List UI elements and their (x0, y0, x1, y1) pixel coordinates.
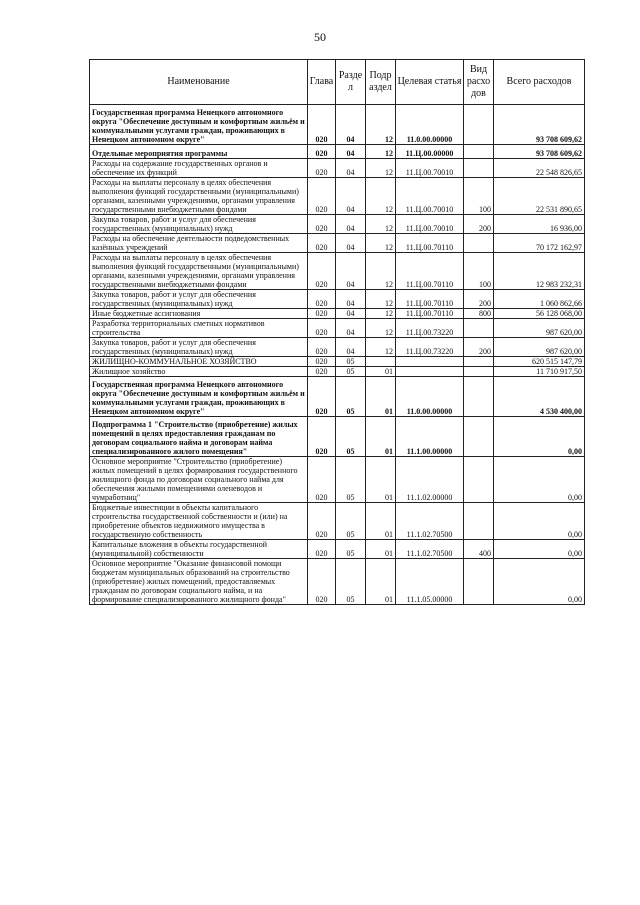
row-section: 04 (336, 105, 366, 145)
row-chapter: 020 (308, 503, 336, 540)
table-row (90, 319, 585, 338)
row-subsection (366, 357, 396, 367)
row-chapter: 020 (308, 457, 336, 503)
row-chapter: 020 (308, 338, 336, 357)
row-chapter: 020 (308, 377, 336, 417)
table-body (90, 105, 585, 605)
row-target (396, 357, 464, 367)
row-target (396, 367, 464, 377)
row-subsection: 12 (366, 338, 396, 357)
row-chapter: 020 (308, 253, 336, 290)
row-type (464, 377, 494, 417)
row-chapter: 020 (308, 234, 336, 253)
row-name: Расходы на содержание государственных органов и обеспечение их функций (90, 159, 308, 178)
row-type (464, 159, 494, 178)
table-row (90, 457, 585, 503)
row-name: Иные бюджетные ассигнования (90, 309, 308, 319)
row-total: 22 531 890,65 (494, 178, 585, 215)
row-total: 0,00 (494, 540, 585, 559)
row-total: 0,00 (494, 417, 585, 457)
row-chapter: 020 (308, 367, 336, 377)
row-total: 4 530 400,00 (494, 377, 585, 417)
table-row (90, 309, 585, 319)
row-total: 16 936,00 (494, 215, 585, 234)
row-subsection: 01 (366, 377, 396, 417)
row-target: 11.1.02.70500 (396, 503, 464, 540)
table-row (90, 417, 585, 457)
table-row (90, 377, 585, 417)
row-section: 05 (336, 417, 366, 457)
row-total: 70 172 162,97 (494, 234, 585, 253)
table-row (90, 159, 585, 178)
row-total: 22 548 826,65 (494, 159, 585, 178)
row-target: 11.1.00.00000 (396, 417, 464, 457)
row-type: 100 (464, 253, 494, 290)
header-total: Всего расходов (494, 60, 585, 105)
row-chapter: 020 (308, 290, 336, 309)
row-target: 11.Ц.00.70110 (396, 290, 464, 309)
row-chapter: 020 (308, 540, 336, 559)
row-section: 04 (336, 253, 366, 290)
row-subsection: 12 (366, 309, 396, 319)
table-row (90, 253, 585, 290)
table-header-row (90, 60, 585, 105)
row-subsection: 12 (366, 178, 396, 215)
header-chapter: Глава (308, 60, 336, 105)
row-target: 11.Ц.00.70110 (396, 253, 464, 290)
row-section: 04 (336, 319, 366, 338)
table-row (90, 503, 585, 540)
table-row (90, 178, 585, 215)
row-section: 04 (336, 159, 366, 178)
row-subsection: 12 (366, 290, 396, 309)
row-section: 05 (336, 540, 366, 559)
row-section: 04 (336, 178, 366, 215)
row-section: 05 (336, 377, 366, 417)
row-total: 12 983 232,31 (494, 253, 585, 290)
row-total: 11 710 917,50 (494, 367, 585, 377)
row-section: 05 (336, 457, 366, 503)
row-chapter: 020 (308, 159, 336, 178)
row-name: Закупка товаров, работ и услуг для обеспечения государственных (муниципальных) нужд (90, 338, 308, 357)
row-name: Государственная программа Ненецкого автономного округа "Обеспечение доступным и комфортным жильём и коммунальными услугами граждан, проживающих в Ненецком автономном округе" (90, 377, 308, 417)
table-row (90, 290, 585, 309)
row-section: 05 (336, 559, 366, 605)
row-section: 04 (336, 309, 366, 319)
row-name: Жилищное хозяйство (90, 367, 308, 377)
row-name: Расходы на выплаты персоналу в целях обеспечения выполнения функций государственными (муниципальными) органами, казенными учреждениями, органами управления государственными внебюджетными фондами (90, 178, 308, 215)
row-chapter: 020 (308, 178, 336, 215)
row-type: 100 (464, 178, 494, 215)
row-chapter: 020 (308, 319, 336, 338)
row-section: 04 (336, 145, 366, 159)
row-type (464, 357, 494, 367)
row-subsection: 12 (366, 145, 396, 159)
table-row (90, 105, 585, 145)
row-target: 11.Ц.00.70110 (396, 234, 464, 253)
row-subsection: 01 (366, 540, 396, 559)
row-section: 05 (336, 357, 366, 367)
row-target: 11.1.05.00000 (396, 559, 464, 605)
header-subsection: Подр аздел (366, 60, 396, 105)
row-chapter: 020 (308, 145, 336, 159)
row-subsection: 01 (366, 417, 396, 457)
row-total: 0,00 (494, 457, 585, 503)
row-subsection: 01 (366, 457, 396, 503)
table-row (90, 338, 585, 357)
row-subsection: 01 (366, 367, 396, 377)
row-name: Расходы на выплаты персоналу в целях обеспечения выполнения функций государственными (муниципальными) органами, казенными учреждениями, органами управления государственными внебюджетными фондами (90, 253, 308, 290)
row-target: 11.Ц.00.70110 (396, 309, 464, 319)
row-total: 56 128 068,00 (494, 309, 585, 319)
table-row (90, 559, 585, 605)
row-total: 0,00 (494, 559, 585, 605)
row-total: 0,00 (494, 503, 585, 540)
row-chapter: 020 (308, 417, 336, 457)
row-type: 200 (464, 338, 494, 357)
row-type (464, 145, 494, 159)
row-chapter: 020 (308, 215, 336, 234)
header-section: Разде л (336, 60, 366, 105)
row-target: 11.0.00.00000 (396, 377, 464, 417)
table-row (90, 367, 585, 377)
row-section: 05 (336, 503, 366, 540)
row-subsection: 01 (366, 559, 396, 605)
row-chapter: 020 (308, 309, 336, 319)
row-subsection: 12 (366, 215, 396, 234)
row-section: 04 (336, 338, 366, 357)
row-total: 93 708 609,62 (494, 105, 585, 145)
row-target: 11.Ц.00.70010 (396, 178, 464, 215)
row-name: Бюджетные инвестиции в объекты капитального строительства государственной собственности и (или) на приобретение объектов недвижимого имущества в государственную собственность (90, 503, 308, 540)
row-total: 93 708 609,62 (494, 145, 585, 159)
row-name: Государственная программа Ненецкого автономного округа "Обеспечение доступным и комфортным жильём и коммунальными услугами граждан, проживающих в Ненецком автономном округе" (90, 105, 308, 145)
row-target: 11.Ц.00.70010 (396, 159, 464, 178)
row-name: Отдельные мероприятия программы (90, 145, 308, 159)
row-target: 11.Ц.00.73220 (396, 338, 464, 357)
row-name: Капитальные вложения в объекты государственной (муниципальной) собственности (90, 540, 308, 559)
row-name: Закупка товаров, работ и услуг для обеспечения государственных (муниципальных) нужд (90, 215, 308, 234)
row-type: 400 (464, 540, 494, 559)
row-chapter: 020 (308, 559, 336, 605)
row-name: Основное мероприятие "Оказание финансовой помощи бюджетам муниципальных образований на строительство (приобретение) жилых помещений, предоставляемых гражданам по договорам социального найма, и на формирование специализированного жилищного фонда" (90, 559, 308, 605)
row-target: 11.1.02.00000 (396, 457, 464, 503)
row-subsection: 12 (366, 159, 396, 178)
budget-table (89, 59, 585, 605)
row-target: 11.Ц.00.00000 (396, 145, 464, 159)
row-name: Подпрограмма 1 "Строительство (приобретение) жилых помещений в целях предоставления гражданам по договорам социального найма и договорам найма специализированного жилого помещения" (90, 417, 308, 457)
row-name: Основное мероприятие "Строительство (приобретение) жилых помещений в целях формирования государственного жилищного фонда по договорам социального найма для обеспечения жилыми помещениями оленеводов и чумработниц" (90, 457, 308, 503)
page-number: 50 (314, 30, 326, 44)
row-section: 04 (336, 234, 366, 253)
row-type (464, 367, 494, 377)
row-subsection: 01 (366, 503, 396, 540)
row-type (464, 457, 494, 503)
row-name: ЖИЛИЩНО-КОММУНАЛЬНОЕ ХОЗЯЙСТВО (90, 357, 308, 367)
row-total: 987 620,00 (494, 319, 585, 338)
table-row (90, 540, 585, 559)
table-row (90, 357, 585, 367)
row-type: 200 (464, 290, 494, 309)
row-target: 11.0.00.00000 (396, 105, 464, 145)
header-target: Целевая статья (396, 60, 464, 105)
row-type (464, 319, 494, 338)
header-name: Наименование (90, 60, 308, 105)
row-section: 05 (336, 367, 366, 377)
row-subsection: 12 (366, 319, 396, 338)
row-chapter: 020 (308, 105, 336, 145)
row-type (464, 503, 494, 540)
row-type (464, 105, 494, 145)
row-type (464, 417, 494, 457)
table-row (90, 215, 585, 234)
row-subsection: 12 (366, 105, 396, 145)
table-row (90, 145, 585, 159)
row-total: 620 515 147,79 (494, 357, 585, 367)
row-section: 04 (336, 215, 366, 234)
row-type (464, 234, 494, 253)
row-chapter: 020 (308, 357, 336, 367)
row-subsection: 12 (366, 234, 396, 253)
table-row (90, 234, 585, 253)
row-target: 11.Ц.00.73220 (396, 319, 464, 338)
row-name: Разработка территориальных сметных нормативов строительства (90, 319, 308, 338)
row-total: 1 060 862,66 (494, 290, 585, 309)
row-type (464, 559, 494, 605)
row-name: Закупка товаров, работ и услуг для обеспечения государственных (муниципальных) нужд (90, 290, 308, 309)
row-type: 200 (464, 215, 494, 234)
row-section: 04 (336, 290, 366, 309)
row-total: 987 620,00 (494, 338, 585, 357)
row-type: 800 (464, 309, 494, 319)
header-type: Вид расхо дов (464, 60, 494, 105)
row-target: 11.Ц.00.70010 (396, 215, 464, 234)
row-name: Расходы на обеспечение деятельности подведомственных казённых учреждений (90, 234, 308, 253)
row-subsection: 12 (366, 253, 396, 290)
row-target: 11.1.02.70500 (396, 540, 464, 559)
